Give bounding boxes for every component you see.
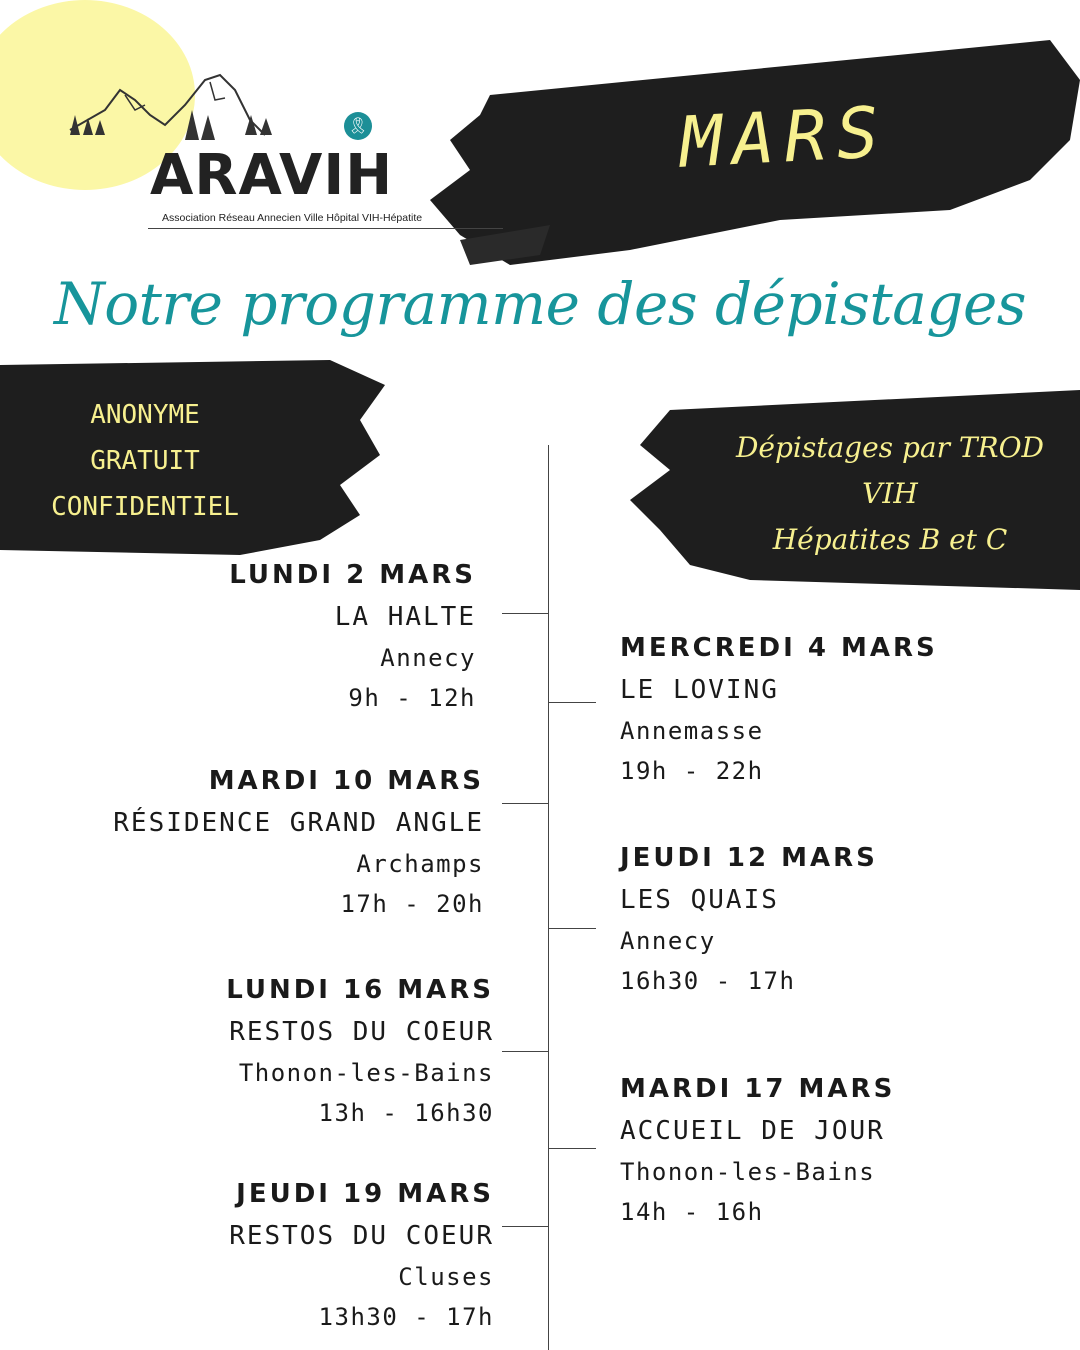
event-item [226,969,494,1133]
event-date: JEUDI 12 MARS [620,843,878,873]
event-item [229,1173,494,1337]
timeline-tick [549,702,596,703]
timeline-tick [502,1051,548,1052]
left-banner-text [20,392,270,530]
mountain-logo-icon [65,70,285,150]
event-city: Thonon-les-Bains [238,1059,494,1087]
event-date: MARDI 17 MARS [620,1074,896,1104]
event-time: 19h - 22h [620,757,764,785]
event-item [113,760,484,924]
event-venue: LA HALTE [334,602,476,632]
logo-wordmark: ARAVIH [150,143,394,208]
awareness-ribbon-icon: 🎗 [344,112,372,140]
event-city: Annecy [380,644,476,672]
event-date: LUNDI 16 MARS [226,975,494,1005]
event-venue: RESTOS DU COEUR [229,1221,494,1251]
timeline-tick [502,613,548,614]
event-date: MARDI 10 MARS [208,766,484,796]
event-city: Annecy [620,927,716,955]
event-time: 14h - 16h [620,1198,764,1226]
page-title: Notre programme des dépistages [53,270,1027,338]
event-item [620,627,938,791]
event-city: Cluses [398,1263,494,1291]
timeline-tick [549,1148,596,1149]
event-date: LUNDI 2 MARS [229,560,476,590]
event-time: 13h - 16h30 [318,1099,494,1127]
timeline-tick [502,803,548,804]
event-item [620,837,878,1001]
event-time: 9h - 12h [348,684,476,712]
event-city: Annemasse [620,717,764,745]
banner-hepatitis: Hépatites B et C [772,523,1008,556]
event-city: Thonon-les-Bains [620,1158,876,1186]
timeline-tick [502,1226,548,1227]
timeline-tick [549,928,596,929]
event-date: JEUDI 19 MARS [236,1179,494,1209]
timeline-axis [548,445,549,1350]
banner-confidential: CONFIDENTIEL [51,492,239,522]
event-venue: ACCUEIL DE JOUR [620,1116,885,1146]
event-time: 17h - 20h [340,890,484,918]
banner-anonymous: ANONYME [90,400,200,430]
event-time: 16h30 - 17h [620,967,796,995]
event-city: Archamps [356,850,484,878]
logo-underline [148,228,503,229]
event-venue: LES QUAIS [620,885,779,915]
month-heading: MARS [678,90,891,184]
event-venue: RESTOS DU COEUR [229,1017,494,1047]
banner-free: GRATUIT [90,446,200,476]
event-date: MERCREDI 4 MARS [620,633,938,663]
logo-subtitle: Association Réseau Annecien Ville Hôpital VIH-Hépatite [162,212,423,224]
banner-trod: Dépistages par TROD [735,431,1045,464]
event-item [620,1068,895,1232]
banner-vih: VIH [862,477,918,510]
event-venue: RÉSIDENCE GRAND ANGLE [113,808,484,838]
event-item [229,554,476,718]
event-venue: LE LOVING [620,675,779,705]
right-banner-text [710,425,1070,563]
event-time: 13h30 - 17h [318,1303,494,1331]
